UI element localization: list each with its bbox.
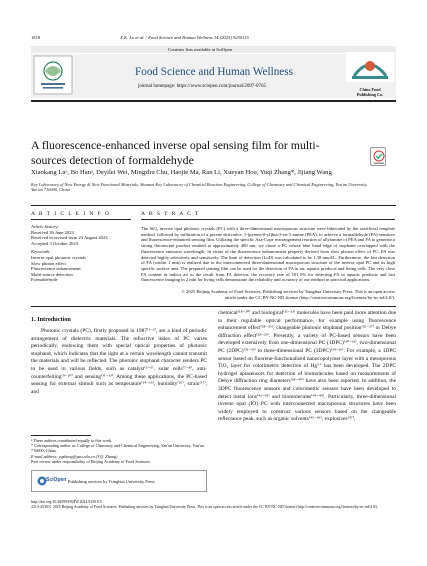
keyword-item: Formaldehyde [31, 277, 58, 283]
history-label: Article history: [31, 224, 59, 229]
keywords-label: Keywords: [31, 249, 51, 255]
food-publishing-logo-icon [346, 52, 394, 82]
abstract-bottom-rule [31, 306, 396, 307]
intro-heading: 1. Introduction [31, 316, 71, 323]
author-list: Xiaokang Luᵃ, Bo Hanᵃ, Deyilei Wei, Mingzhu Chu, Haojie Ma, Ran Li, Xueyan Hou, Yuqi Zhang*, Jijiang Wang [31, 169, 332, 176]
license-text: 2213-4530/© 2025 Beijing Academy of Food Sciences. Publishing services by Tsinghua University Press. This is an open access article under the CC BY-NC-ND license (http://creativecommons.org/licenses/by-nc-nd/4.0/). [31, 504, 379, 509]
footnote-equal: ᵃ These authors contributed equally to this work. [31, 438, 113, 443]
footnote-corresponding: * Corresponding author at: College of Chemistry and Chemical Engineering, Yan'an University, Yan'an 716000, China. [31, 443, 204, 454]
publisher-emblem-icon [33, 55, 73, 95]
journal-homepage: journal homepage: https://www.sciopen.com/journal/2097-0765 [138, 84, 266, 89]
abstract-text: The SiO₂ inverse opal photonic crystals (PC) with a three-dimensional macroporous structure were fabricated by the sacrificial template method, followed by infiltration of a pyrene derivative, 1-(pyrene-8-yl)but-3-en-1-amine (PEA), to achieve a formaldehyde (FA)-sensitive and fluorescence-enhanced sensing film. Utilizing the specific Aza-Cope rearrangement reaction of allylamine of PEA and FA to generate a strong fluorescent product emitted at approximately 480 nm, we chose a PC whose blue band edge of stopband overlapped with the fluorescence emission wavelength. In virtue of the fluorescence enhancement property derived from slow photon effect of PC, FA was detected highly selectively and sensitively. The limit of detection (LoD) was calculated to be 1.38 nmol/L. Furthermore, the fast detection of FA (within 1 min) is realized due to the interconnected three-dimensional macroporous structure of the inverse opal PC and its high specific surface area. The prepared sensing film can be used for the detection of FA in air, aquatic products and living cells. The very close FA content in indoor air to the result from FA detector, the recovery rate of 101.5% for detecting FA in aquatic products and fast fluorescence imaging in 2 min for living cells demonstrate the reliability and accuracy of our method in practical applications. [141, 226, 395, 283]
footnote-rule [31, 435, 91, 436]
journal-cover-logo [346, 52, 394, 96]
keyword-item: Multi-source detection [31, 271, 73, 277]
history-revised: Received in revised form 23 August 2023 [31, 235, 108, 241]
sciopen-box [31, 470, 207, 492]
history-accepted: Accepted 3 October 2023 [31, 240, 79, 246]
page-number: 1818 [31, 35, 41, 40]
page-footer [31, 500, 396, 510]
article-info-heading: A R T I C L E I N F O [31, 211, 111, 217]
article-info-rule [31, 219, 131, 220]
abstract-heading: A B S T R A C T [141, 211, 200, 217]
publisher-logo-text: China Food Publishing Co. [356, 87, 384, 97]
doi-link[interactable]: http://doi.org/10.26599/FSHW.2024.9250115 [31, 500, 102, 504]
running-head: X.K. Lu et al. / Food Science and Human Wellness 14 (2025) 9250115 [120, 35, 249, 40]
sciopen-logo-text: SciOpen [46, 477, 67, 483]
keyword-item: Fluorescence enhancement [31, 266, 81, 272]
footnote-email: E-mail address: yqzhang@yau.edu.cn (Y.Q. Zhang) [31, 453, 118, 459]
article-info-block [31, 224, 136, 283]
affiliation: Key Laboratory of New Energy & New Functional Materials, Shaanxi Key Laboratory of Chemical Reaction Engineering, College of Chemistry and Chemical Engineering, Yan'an University, Yan'an 716000, China [31, 182, 368, 193]
check-for-updates-icon[interactable] [370, 147, 386, 166]
keyword-item: Inverse opal photonic crystals [31, 254, 86, 260]
affiliation-rule [31, 205, 396, 206]
contents-line: Contents lists available at SciOpen [168, 47, 233, 52]
sciopen-logo-icon [36, 473, 67, 490]
intro-right-column: chemical⁽¹⁸⁻²⁰⁾ and biological⁽²¹⁻²³⁾ molecules have been paid more attention due to their regulable optical performance, for example using fluorescence enhancement effect⁽²⁴⁻²⁵⁾, changeable photonic stopband position⁽²⁶⁻²⁷⁾ or Debye diffraction effect⁽²⁸⁻²⁹⁾. Presently, a variety of PC-based sensors have been developed extensively from one-dimensional PC (1DPC)⁽³⁰⁻³¹⁾, two-dimensional PC (2DPC)⁽³²⁻³³⁾ to three-dimensional PC (3DPC)⁽³⁴⁻³⁶⁾. For example, a 1DPC sensor based on fluorene-functionalized nanocopolymer layer with a mesoporous TiO₂ layer for colorimetric detection of Hg²⁺ has been developed. The 2DPC hydrogel aptasensors for detection of biomolecules based on measurements of Debye diffraction ring diameters⁽³⁸⁻⁴⁰⁾ have also been reported. In addition, the 3DPC fluorescence sensors and colorimetric sensors have been developed to detect metal ions⁽⁴¹⁻⁴²⁾ and biomolecules⁽⁴³⁻⁴⁴⁾. Particularly, three-dimensional inverse opal (IO) PC with interconnected macroporous structures have been widely employed to construct various sensors based on the changeable reflectance peak, such as organic solvents⁽⁴⁵⁻⁴⁶⁾, explosives⁽⁴⁷⁾, [218, 310, 396, 423]
sciopen-label: Publishing services by Tsinghua University Press [68, 479, 155, 484]
footnote-peer-review: Peer review under responsibility of Beijing Academy of Food Sciences. [31, 458, 152, 464]
abstract-copyright: © 2025 Beijing Academy of Food Sciences. Publishing services by Tsinghua University Press. This is an open access article under the CC BY-NC-ND license (http://creativecommons.org/licenses/by-nc-nd/4.0/). [181, 289, 395, 300]
article-title: A fluorescence-enhanced inverse opal sensing film for multi-sources detection of formaldehyde [31, 138, 320, 167]
intro-left-column: Photonic crystals (PC), firstly proposed in 1987⁽¹⁻²⁾, are a kind of periodic arrangement of dielectric materials. The refractive index of PC varies periodically, endowing them with special optical properties of photonic stopband, which indicates that the light at a certain wavelength cannot transmit the materials and will be reflected. The photonic stopband character renders PC to be used in various fields, such as catalyst⁽³⁻⁶⁾, solar cells⁽⁷⁻⁸⁾, anti-counterfeiting⁽⁹⁻¹⁰⁾ and sensing⁽¹¹⁻¹³⁾. Among these applications, the PC-based sensing for external stimuli such as temperature⁽¹⁴⁻¹⁵⁾, humidity⁽¹⁶⁾, strain⁽¹⁷⁾, and [31, 328, 207, 395]
abstract-rule [141, 219, 395, 220]
history-received: Received 26 June 2023 [31, 229, 74, 235]
footnotes [31, 438, 207, 464]
keyword-item: Slow photon effect [31, 260, 66, 266]
journal-title: Food Science and Human Wellness [135, 66, 293, 78]
header-rule [31, 100, 396, 102]
